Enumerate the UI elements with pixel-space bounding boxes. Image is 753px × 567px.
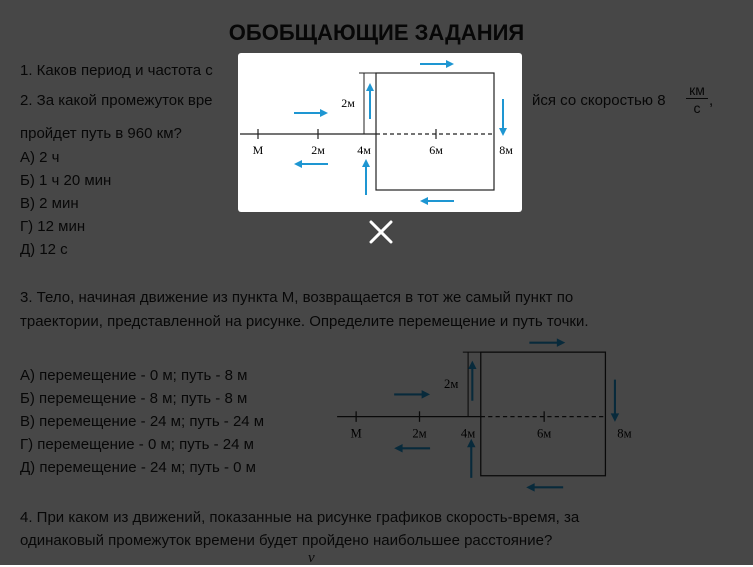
direction-arrows: [294, 60, 507, 205]
label-2m: 2м: [311, 143, 325, 157]
label-4m: 4м: [357, 143, 371, 157]
image-lightbox: [238, 53, 522, 212]
lightbox-figure: [238, 53, 522, 212]
close-icon[interactable]: [366, 217, 396, 247]
label-8m: 8м: [499, 143, 513, 157]
label-height: 2м: [341, 96, 355, 110]
label-m: M: [252, 143, 264, 157]
trajectory-square: [376, 73, 494, 190]
close-button[interactable]: [366, 217, 396, 247]
label-6m: 6м: [429, 143, 443, 157]
